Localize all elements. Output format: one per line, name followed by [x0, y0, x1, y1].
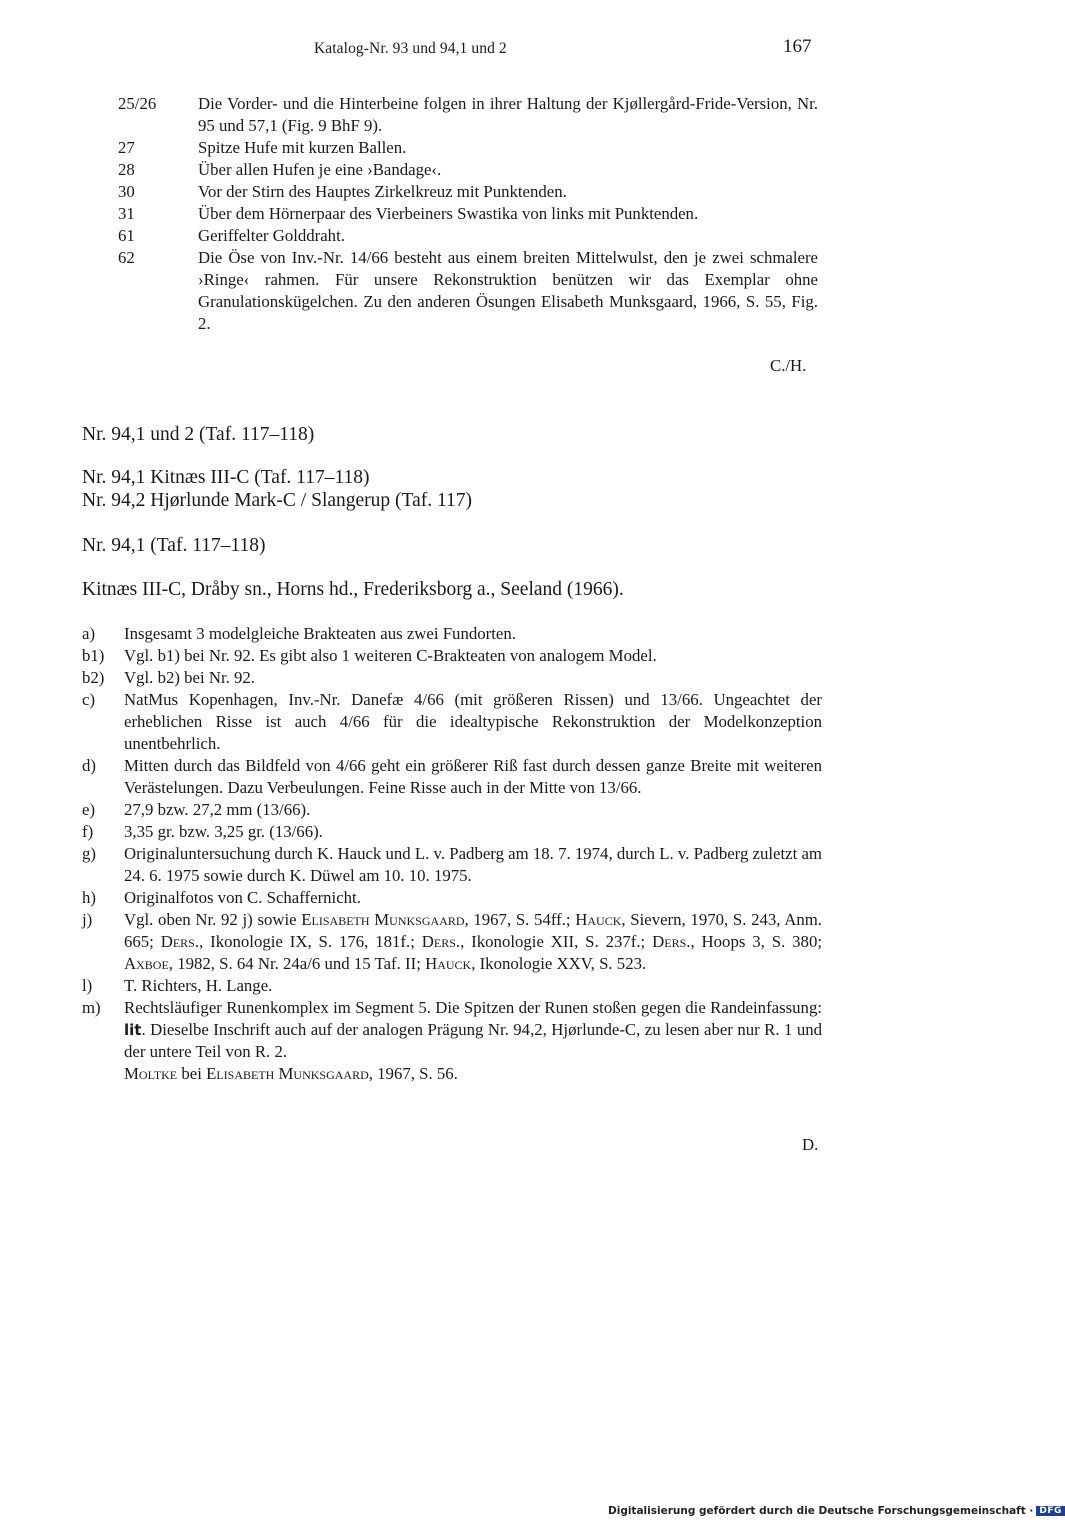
entry-number: 28 — [118, 160, 135, 179]
page-number: 167 — [783, 36, 812, 57]
author-name: Moltke — [124, 1064, 178, 1083]
entry-text: Die Vorder- und die Hinterbeine folgen in ihrer Haltung der Kjøllergård-Fride-Version, Nr. 95 und 57,1 (Fig. 9 BhF 9). — [198, 94, 818, 135]
entry-62 — [118, 247, 818, 335]
item-label: h) — [82, 888, 96, 907]
entry-number: 27 — [118, 138, 135, 157]
item-label: g) — [82, 844, 96, 863]
item-label: b1) — [82, 646, 105, 665]
item-h — [82, 887, 822, 909]
entry-31 — [118, 203, 818, 225]
item-b1 — [82, 645, 822, 667]
item-text: 27,9 bzw. 27,2 mm (13/66). — [124, 800, 311, 819]
item-heading: Nr. 94,1 (Taf. 117–118) — [82, 535, 266, 556]
entry-text: Über allen Hufen je eine ›Bandage‹. — [198, 160, 442, 179]
item-d — [82, 755, 822, 799]
item-text: Originalfotos von C. Schaffernicht. — [124, 888, 361, 907]
author-name: Axboe — [124, 954, 169, 973]
entry-number: 25/26 — [118, 94, 157, 113]
item-e — [82, 799, 822, 821]
entry-text: Spitze Hufe mit kurzen Ballen. — [198, 138, 407, 157]
subsection-heading: Nr. 94,1 Kitnæs III-C (Taf. 117–118) — [82, 467, 370, 488]
item-f — [82, 821, 822, 843]
entry-number: 30 — [118, 182, 135, 201]
entry-30 — [118, 181, 818, 203]
author-name: Elisabeth Munksgaard — [301, 910, 465, 929]
item-text: Vgl. b1) bei Nr. 92. Es gibt also 1 weiteren C-Brakteaten von analogem Model. — [124, 646, 657, 665]
running-header: Katalog-Nr. 93 und 94,1 und 2 — [314, 40, 507, 57]
item-b2 — [82, 667, 822, 689]
item-label: d) — [82, 756, 96, 775]
author-name: Ders. — [160, 932, 200, 951]
entry-number: 62 — [118, 248, 135, 267]
item-label: l) — [82, 976, 93, 995]
entry-text: Vor der Stirn des Hauptes Zirkelkreuz mit Punktenden. — [198, 182, 567, 201]
item-a — [82, 623, 822, 645]
item-text: Vgl. b2) bei Nr. 92. — [124, 668, 255, 687]
item-text: Rechtsläufiger Runenkomplex im Segment 5. Die Spitzen der Runen stoßen gegen die Randeinfassung: lit. Dieselbe Inschrift auch auf der analogen Prägung Nr. 94,2, Hjørlunde-C, zu lesen aber nur R. 1 und der untere Teil von R. 2. Moltke bei Elisabeth Munksgaard, 1967, S. 56. — [124, 998, 822, 1083]
item-g — [82, 843, 822, 887]
item-j — [82, 909, 822, 975]
item-label: b2) — [82, 668, 105, 687]
subsection-heading: Nr. 94,2 Hjørlunde Mark-C / Slangerup (Taf. 117) — [82, 490, 472, 511]
item-text: Mitten durch das Bildfeld von 4/66 geht ein größerer Riß fast durch dessen ganze Breite mit weiteren Verästelungen. Dazu Verbeulungen. Feine Risse auch in der Mitte von 13/66. — [124, 756, 822, 797]
item-label: f) — [82, 822, 94, 841]
item-label: j) — [82, 910, 93, 929]
item-label: a) — [82, 624, 96, 643]
item-text: Insgesamt 3 modelgleiche Brakteaten aus zwei Fundorten. — [124, 624, 516, 643]
entry-text: Die Öse von Inv.-Nr. 14/66 besteht aus einem breiten Mittelwulst, den je zwei schmalere ›Ringe‹ rahmen. Für unsere Rekonstruktion benützen wir das Exemplar ohne Granulationskügelchen. Zu den anderen Ösungen Elisabeth Munksgaard, 1966, S. 55, Fig. 2. — [198, 248, 818, 333]
item-l — [82, 975, 822, 997]
author-name: Hauck — [575, 910, 622, 929]
item-text: T. Richters, H. Lange. — [124, 976, 273, 995]
item-text: NatMus Kopenhagen, Inv.-Nr. Danefæ 4/66 (mit größeren Rissen) und 13/66. Ungeachtet der erheblichen Risse ist auch 4/66 für die idealtypische Rekonstruktion der Modelkonzeption unentbehrlich. — [124, 690, 822, 753]
item-c — [82, 689, 822, 755]
author-name: Hauck — [425, 954, 472, 973]
entry-25-26 — [118, 93, 818, 137]
entry-27 — [118, 137, 818, 159]
author-name: Ders. — [421, 932, 461, 951]
item-text: Vgl. oben Nr. 92 j) sowie Elisabeth Munksgaard, 1967, S. 54ff.; Hauck, Sievern, 1970, S. 243, Anm. 665; Ders., Ikonologie IX, S. 176, 181f.; Ders., Ikonologie XII, S. 237f.; Ders., Hoops 3, S. 380; Axboe, 1982, S. 64 Nr. 24a/6 und 15 Taf. II; Hauck, Ikonologie XXV, S. 523. — [124, 910, 823, 973]
item-label: m) — [82, 998, 101, 1017]
entry-number: 31 — [118, 204, 135, 223]
digitization-footer — [608, 1505, 1065, 1517]
author-name: Elisabeth Munksgaard — [206, 1064, 369, 1083]
item-label: e) — [82, 800, 96, 819]
rune-transliteration: lit — [124, 1021, 142, 1039]
item-label: c) — [82, 690, 96, 709]
entry-text: Geriffelter Golddraht. — [198, 226, 345, 245]
author-signature: C./H. — [770, 356, 807, 375]
dfg-logo: DFG — [1036, 1506, 1065, 1516]
entry-text: Über dem Hörnerpaar des Vierbeiners Swastika von links mit Punktenden. — [198, 204, 699, 223]
commentary-entries — [118, 93, 818, 335]
entry-28 — [118, 159, 818, 181]
item-text: 3,35 gr. bzw. 3,25 gr. (13/66). — [124, 822, 323, 841]
section-heading: Nr. 94,1 und 2 (Taf. 117–118) — [82, 424, 315, 445]
author-signature: D. — [802, 1135, 819, 1154]
entry-number: 61 — [118, 226, 135, 245]
entry-61 — [118, 225, 818, 247]
catalog-items — [82, 623, 822, 1085]
funding-note: Digitalisierung gefördert durch die Deutsche Forschungsgemeinschaft · — [608, 1505, 1034, 1517]
item-m — [82, 997, 822, 1085]
item-text: Originaluntersuchung durch K. Hauck und L. v. Padberg am 18. 7. 1974, durch L. v. Padberg zuletzt am 24. 6. 1975 sowie durch K. Düwel am 10. 10. 1975. — [124, 844, 822, 885]
author-name: Ders. — [652, 932, 691, 951]
find-location: Kitnæs III-C, Dråby sn., Horns hd., Frederiksborg a., Seeland (1966). — [82, 579, 624, 600]
